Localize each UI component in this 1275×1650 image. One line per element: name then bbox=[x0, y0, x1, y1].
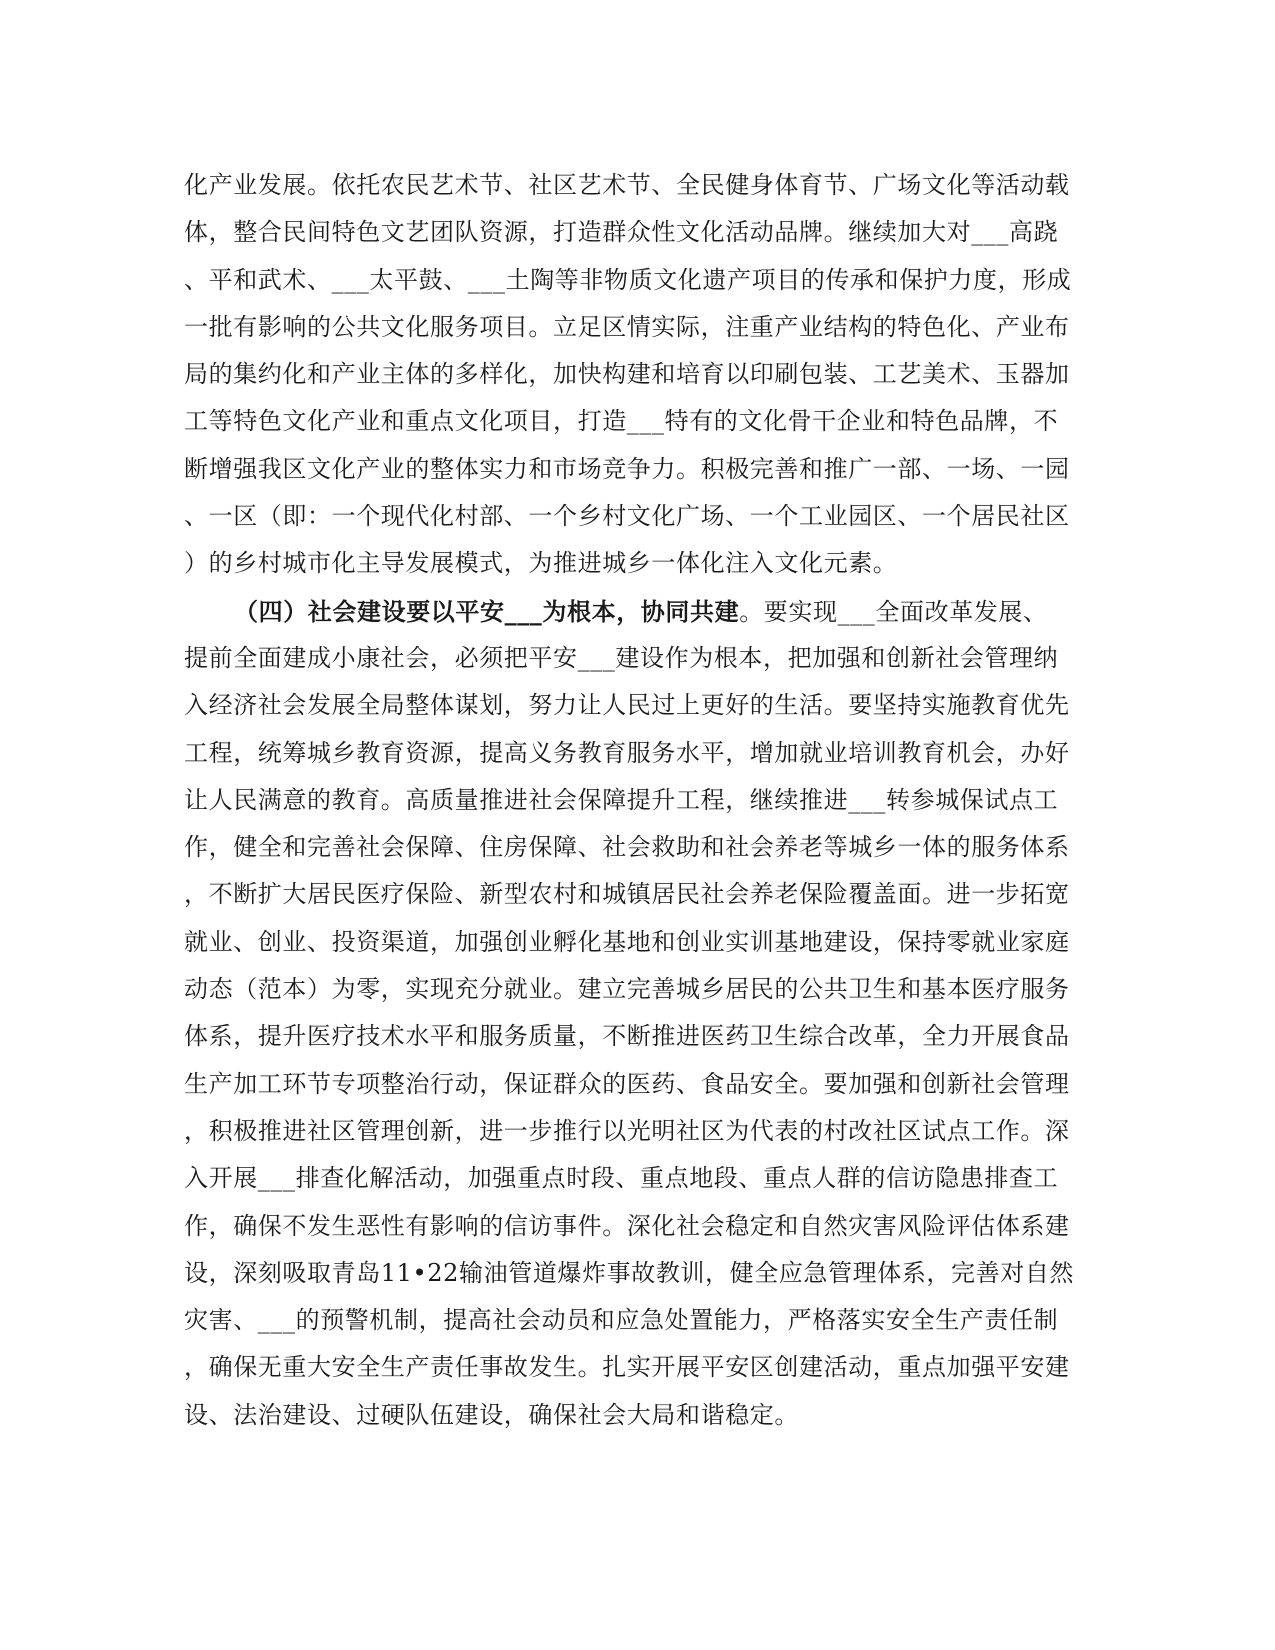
text-line: 动态（范本）为零，实现充分就业。建立完善城乡居民的公共卫生和基本医疗服务 bbox=[184, 975, 1070, 1004]
paragraph-culture bbox=[184, 162, 1084, 588]
text-line: 工程，统筹城乡教育资源，提高义务教育服务水平，增加就业培训教育机会，办好 bbox=[184, 738, 1070, 767]
section-heading: （四）社会建设要以平安___为根本，协同共建 bbox=[234, 596, 740, 626]
text-line: ）的乡村城市化主导发展模式，为推进城乡一体化注入文化元素。 bbox=[184, 549, 898, 578]
paragraph-first-line bbox=[184, 588, 1084, 635]
text-line: 局的集约化和产业主体的多样化，加快构建和培育以印刷包装、工艺美术、玉器加 bbox=[184, 360, 1070, 389]
text-line: 断增强我区文化产业的整体实力和市场竞争力。积极完善和推广一部、一场、一园 bbox=[184, 454, 1070, 483]
text-line: ，积极推进社区管理创新，进一步推行以光明社区为代表的村改社区试点工作。深 bbox=[184, 1116, 1070, 1145]
text-line: 入开展___排查化解活动，加强重点时段、重点地段、重点人群的信访隐患排查工 bbox=[184, 1164, 1059, 1193]
text-line: 设，深刻吸取青岛11•22输油管道爆炸事故教训，健全应急管理体系，完善对自然 bbox=[184, 1258, 1075, 1287]
text-line: 体系，提升医疗技术水平和服务质量，不断推进医药卫生综合改革，全力开展食品 bbox=[184, 1022, 1070, 1051]
text-line: 作，健全和完善社会保障、住房保障、社会救助和社会养老等城乡一体的服务体系 bbox=[184, 833, 1070, 862]
text-line: 让人民满意的教育。高质量推进社会保障提升工程，继续推进___转参城保试点工 bbox=[184, 785, 1059, 814]
text-line: 、一区（即：一个现代化村部、一个乡村文化广场、一个工业园区、一个居民社区 bbox=[184, 502, 1070, 531]
text-line: 一批有影响的公共文化服务项目。立足区情实际，注重产业结构的特色化、产业布 bbox=[184, 312, 1070, 341]
text-line: ，确保无重大安全生产责任事故发生。扎实开展平安区创建活动，重点加强平安建 bbox=[184, 1353, 1070, 1382]
text-line: 入经济社会发展全局整体谋划，努力让人民过上更好的生活。要坚持实施教育优先 bbox=[184, 691, 1070, 720]
text-line: 、平和武术、___太平鼓、___土陶等非物质文化遗产项目的传承和保护力度，形成 bbox=[184, 265, 1072, 294]
text-line: 就业、创业、投资渠道，加强创业孵化基地和创业实训基地建设，保持零就业家庭 bbox=[184, 927, 1070, 956]
paragraph-social-construction bbox=[184, 588, 1084, 1439]
text-line: 化产业发展。依托农民艺术节、社区艺术节、全民健身体育节、广场文化等活动载 bbox=[184, 171, 1070, 199]
document-body bbox=[184, 162, 1084, 1439]
text-line: 体，整合民间特色文艺团队资源，打造群众性文化活动品牌。继续加大对___高跷 bbox=[184, 218, 1059, 247]
text-line: ，不断扩大居民医疗保险、新型农村和城镇居民社会养老保险覆盖面。进一步拓宽 bbox=[184, 880, 1070, 909]
text-line: 生产加工环节专项整治行动，保证群众的医药、食品安全。要加强和创新社会管理 bbox=[184, 1069, 1070, 1098]
text-line: 作，确保不发生恶性有影响的信访事件。深化社会稳定和自然灾害风险评估体系建 bbox=[184, 1211, 1070, 1240]
text-line: 提前全面建成小康社会，必须把平安___建设作为根本，把加强和创新社会管理纳 bbox=[184, 643, 1059, 672]
text-line: 设、法治建设、过硬队伍建设，确保社会大局和谐稳定。 bbox=[184, 1400, 799, 1429]
text-line: 灾害、___的预警机制，提高社会动员和应急处置能力，严格落实安全生产责任制 bbox=[184, 1306, 1059, 1335]
heading-continuation: 。要实现___全面改革发展、 bbox=[739, 597, 1048, 626]
text-line: 工等特色文化产业和重点文化项目，打造___特有的文化骨干企业和特色品牌，不 bbox=[184, 407, 1059, 436]
